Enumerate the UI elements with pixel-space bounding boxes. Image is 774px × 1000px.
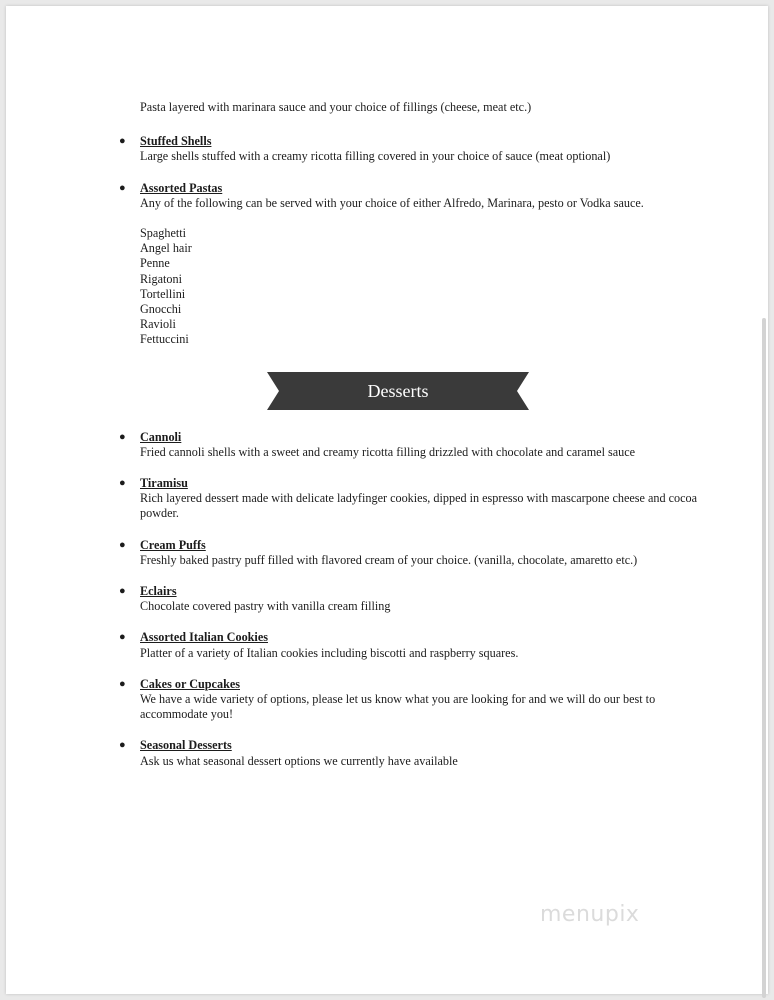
- bullet-icon: ●: [119, 538, 126, 551]
- bullet-icon: ●: [119, 739, 126, 752]
- bullet-icon: ●: [119, 181, 126, 194]
- list-item: Ravioli: [140, 317, 176, 332]
- bullet-icon: ●: [119, 677, 126, 690]
- menu-item-cakes-cupcakes: [119, 676, 700, 723]
- item-description: Fried cannoli shells with a sweet and creamy ricotta filling drizzled with chocolate and caramel sauce: [140, 444, 636, 459]
- item-title: Assorted Italian Cookies: [140, 630, 268, 645]
- menu-item-assorted-pastas: [119, 180, 700, 348]
- bullet-icon: ●: [119, 631, 126, 644]
- document-page: [6, 6, 768, 994]
- item-description: Ask us what seasonal dessert options we currently have available: [140, 753, 458, 768]
- menu-item-seasonal-desserts: [119, 738, 700, 768]
- list-item: Tortellini: [140, 286, 186, 301]
- menu-item-cream-puffs: [119, 537, 700, 568]
- menu-item-cannoli: [119, 429, 700, 460]
- list-item: Penne: [140, 256, 170, 271]
- item-title: Seasonal Desserts: [140, 738, 232, 753]
- item-title: Stuffed Shells: [140, 134, 212, 149]
- bullet-icon: ●: [119, 477, 126, 490]
- menu-item-eclairs: [119, 584, 700, 614]
- item-title: Eclairs: [140, 584, 177, 599]
- list-item: Angel hair: [140, 241, 192, 256]
- item-description: Rich layered dessert made with delicate ladyfinger cookies, dipped in espresso with mascarpone cheese and cocoa powder.: [140, 491, 698, 521]
- item-title: Assorted Pastas: [140, 180, 223, 195]
- item-description: Chocolate covered pastry with vanilla cream filling: [140, 599, 391, 614]
- item-title: Cream Puffs: [140, 537, 206, 552]
- menu-item-tiramisu: [119, 476, 700, 522]
- item-title: Cakes or Cupcakes: [140, 676, 240, 691]
- bullet-icon: ●: [119, 135, 126, 148]
- item-description: We have a wide variety of options, please let us know what you are looking for and we will do our best to accommodate you!: [140, 692, 656, 722]
- list-item: Gnocchi: [140, 302, 182, 317]
- item-description: Any of the following can be served with your choice of either Alfredo, Marinara, pesto or Vodka sauce.: [140, 195, 644, 210]
- bullet-icon: ●: [119, 430, 126, 443]
- item-description: Freshly baked pastry puff filled with flavored cream of your choice. (vanilla, chocolate, amaretto etc.): [140, 552, 638, 567]
- item-description: Large shells stuffed with a creamy ricotta filling covered in your choice of sauce (meat optional): [140, 149, 611, 164]
- pasta-type-list: [140, 226, 700, 348]
- menu-content: [119, 100, 700, 785]
- scrollbar[interactable]: [762, 318, 766, 998]
- bullet-icon: ●: [119, 585, 126, 598]
- menu-item-italian-cookies: [119, 630, 700, 660]
- section-heading-desserts: Desserts: [367, 380, 429, 401]
- list-item: Spaghetti: [140, 226, 187, 241]
- intro-description: Pasta layered with marinara sauce and your choice of fillings (cheese, meat etc.): [140, 100, 532, 114]
- menu-item-stuffed-shells: [119, 134, 700, 164]
- item-title: Cannoli: [140, 429, 182, 444]
- section-banner: [140, 372, 700, 410]
- item-description: Platter of a variety of Italian cookies including biscotti and raspberry squares.: [140, 645, 519, 660]
- list-item: Fettuccini: [140, 332, 189, 347]
- list-item: Rigatoni: [140, 271, 182, 286]
- item-title: Tiramisu: [140, 476, 188, 491]
- watermark-logo: menupix: [540, 902, 640, 927]
